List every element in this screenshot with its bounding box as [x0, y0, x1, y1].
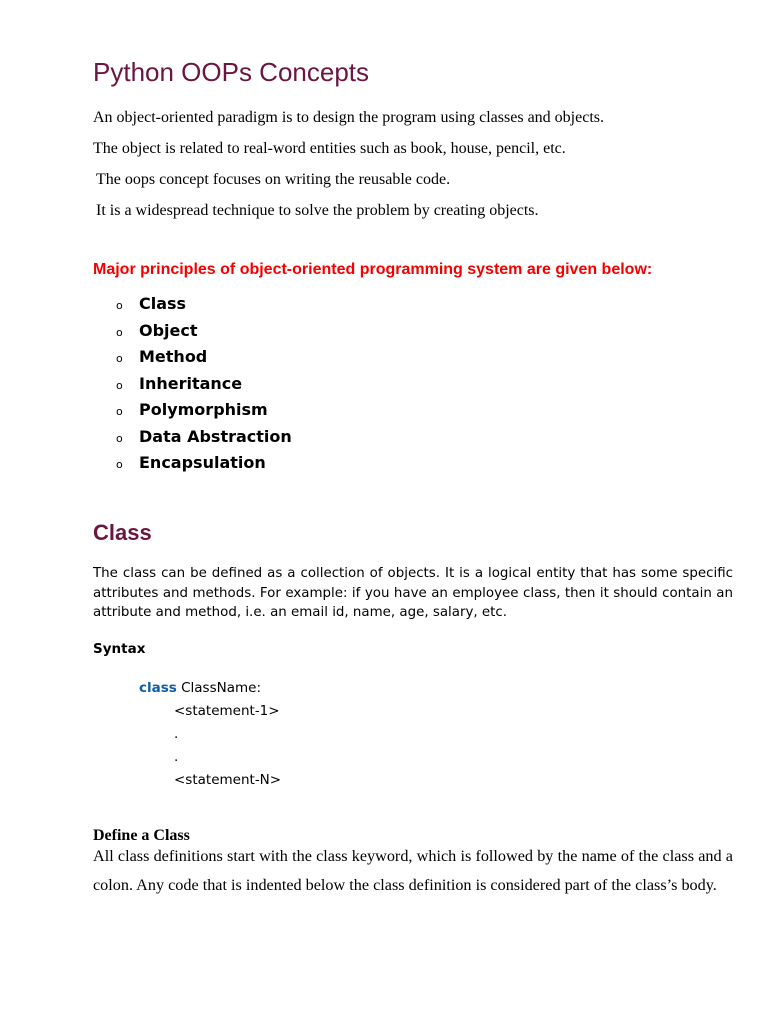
bullet-icon: o: [116, 431, 123, 445]
list-item: [93, 397, 292, 424]
list-item: [93, 318, 292, 345]
code-line: .: [174, 726, 179, 742]
principles-heading: Major principles of object-oriented programming system are given below:: [93, 261, 653, 278]
principle-label: Method: [139, 347, 208, 366]
list-item: [93, 424, 292, 451]
principle-label: Class: [139, 294, 187, 313]
principle-label: Polymorphism: [139, 400, 268, 419]
code-keyword: class: [139, 680, 177, 696]
intro-line: An object-oriented paradigm is to design the program using classes and objects.: [93, 109, 604, 126]
code-line: <statement-N>: [174, 772, 282, 788]
bullet-icon: o: [116, 458, 123, 471]
page-title: Python OOPs Concepts: [93, 57, 370, 87]
bullet-icon: o: [116, 352, 123, 365]
principle-label: Data Abstraction: [139, 426, 292, 446]
syntax-code-block: [139, 677, 281, 792]
bullet-icon: o: [116, 325, 123, 339]
bullet-icon: o: [116, 299, 123, 312]
principle-label: Encapsulation: [139, 453, 266, 472]
bullet-icon: o: [116, 405, 123, 418]
list-item: [93, 291, 292, 318]
intro-line: It is a widespread technique to solve the problem by creating objects.: [96, 202, 539, 219]
class-section-heading: Class: [93, 520, 152, 545]
principle-label: Object: [139, 320, 198, 340]
bullet-icon: o: [116, 378, 123, 392]
intro-paragraphs: [93, 102, 604, 226]
code-line: [139, 677, 281, 700]
code-line: <statement-1>: [174, 703, 280, 719]
class-description: The class can be defined as a collection of objects. It is a logical entity that has some specific attributes and methods. For example: if you have an employee class, then it should contain an attribute and method, i.e. an email id, name, age, salary, etc.: [93, 566, 733, 620]
list-item: [93, 450, 292, 477]
principle-label: Inheritance: [139, 373, 243, 393]
intro-line: The object is related to real-word entities such as book, house, pencil, etc.: [93, 140, 566, 157]
list-item: [93, 344, 292, 371]
intro-line: The oops concept focuses on writing the reusable code.: [96, 171, 451, 188]
syntax-label: Syntax: [93, 641, 146, 657]
define-class-heading: Define a Class: [93, 827, 190, 844]
principles-list: [93, 291, 292, 477]
list-item: [93, 371, 292, 398]
code-class-name: ClassName:: [176, 680, 261, 696]
code-line: .: [174, 749, 179, 765]
define-class-description: All class definitions start with the class keyword, which is followed by the name of the class and a colon. Any code that is indented below the class definition is considered part of the class’s body.: [93, 847, 733, 894]
